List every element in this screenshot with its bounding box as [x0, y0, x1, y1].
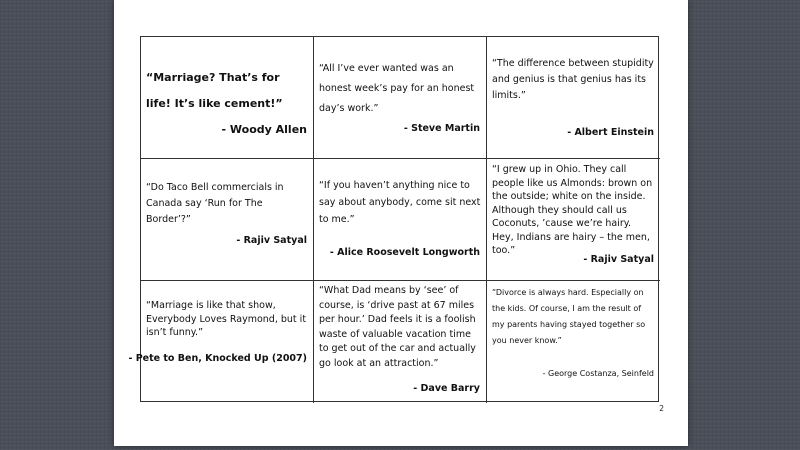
quote-work-year: (2007)	[271, 353, 307, 364]
quote-text: “If you haven’t anything nice to say about anybody, come sit next to me.”	[319, 180, 481, 225]
quote-text: “Marriage is like that show, Everybody Loves Raymond, but it isn’t funny.”	[146, 300, 307, 338]
quote-author: - George Costanza, Seinfeld	[542, 369, 654, 378]
quote-cell-steve-martin	[314, 37, 487, 159]
quote-text: “All I’ve ever wanted was an honest week’s pay for an honest day’s work.”	[319, 63, 475, 114]
quote-cell-rajiv-satyal-ohio	[487, 159, 660, 281]
quote-cell-george-costanza	[487, 281, 660, 403]
quote-work-title: Knocked Up	[205, 353, 269, 364]
quote-cell-alice-roosevelt-longworth	[314, 159, 487, 281]
quote-author	[128, 353, 307, 364]
quote-author: - Steve Martin	[403, 123, 480, 134]
quote-cell-knocked-up	[128, 281, 314, 403]
quote-cell-rajiv-satyal-taco-bell	[141, 159, 314, 281]
quote-text: “Do Taco Bell commercials in Canada say ‘Run for The Border’?”	[146, 182, 284, 225]
quote-author-name: - Pete to Ben,	[128, 353, 202, 364]
quote-cell-albert-einstein	[487, 37, 660, 159]
quote-author: - Rajiv Satyal	[236, 235, 307, 246]
quote-author: - Woody Allen	[221, 123, 307, 136]
quote-text: “Marriage? That’s for life! It’s like cement!”	[146, 71, 283, 110]
quote-text: “I grew up in Ohio. They call people like us Almonds: brown on the outside; white on the inside. Although they should call us Coconuts, ’cause we’re hairy. Hey, Indians are hairy – the men, too.”	[492, 164, 653, 256]
quote-text: “Divorce is always hard. Especially on the kids. Of course, I am the result of my parents having stayed together so you never know.”	[492, 288, 646, 345]
quote-cell-woody-allen	[141, 37, 314, 159]
quote-author: - Rajiv Satyal	[583, 254, 654, 265]
document-page	[114, 0, 688, 446]
quote-text: “What Dad means by ‘see’ of course, is ‘drive past at 67 miles per hour.’ Dad feels it is a foolish waste of valuable vacation time to get out of the car and actually go look at an attraction.”	[319, 285, 476, 369]
quote-author: - Albert Einstein	[567, 127, 654, 138]
quote-text: “The difference between stupidity and genius is that genius has its limits.”	[492, 58, 654, 101]
quote-cell-dave-barry	[314, 281, 487, 403]
quote-author: - Dave Barry	[413, 383, 480, 394]
quote-author: - Alice Roosevelt Longworth	[329, 247, 480, 258]
page-number: 2	[659, 404, 664, 413]
quotes-table	[128, 36, 659, 402]
